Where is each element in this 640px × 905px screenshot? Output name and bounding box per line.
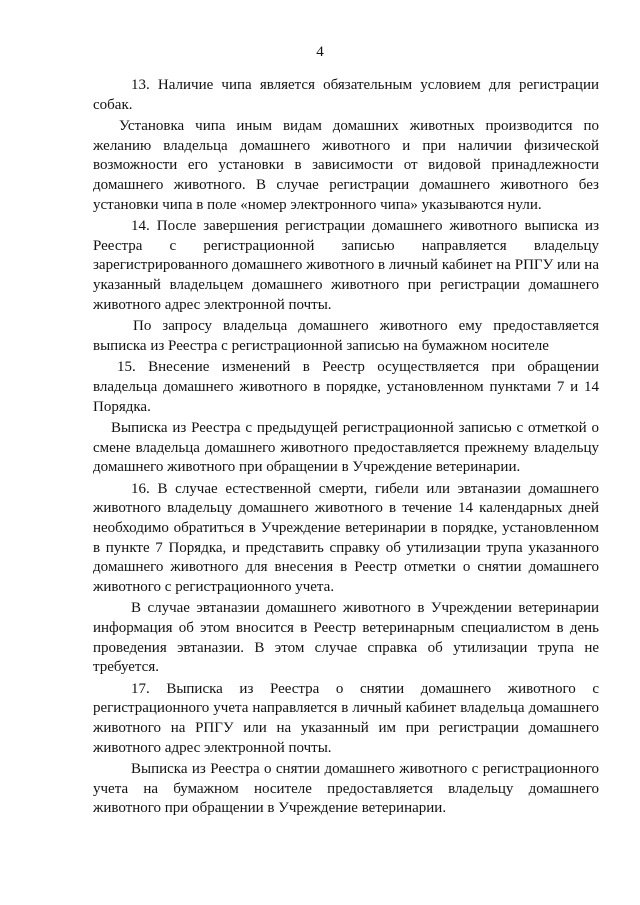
paragraph-deregistration-paper: Выписка из Реестра о снятии домашнего животного с регистрационного учета на бумажном носителе предоставляется владельцу домашнего животного при обращении в Учреждение ветеринарии. <box>93 761 599 817</box>
paragraph-17: 17. Выписка из Реестра о снятии домашнего животного с регистрационного учета направляется в личный кабинет владельца домашнего животного на РПГУ или на указанный им при регистрации домашнего животного адрес электронной почты. <box>93 680 599 756</box>
paragraph-13: 13. Наличие чипа является обязательным условием для регистрации собак. <box>93 77 599 113</box>
paragraph-14: 14. После завершения регистрации домашнего животного выписка из Реестра с регистрационной записью направляется владельцу зарегистрированного домашнего животного в личный кабинет на РПГУ или на указанный владельцем домашнего животного при регистрации домашнего животного адрес электронной почты. <box>93 218 599 313</box>
paragraph-16: 16. В случае естественной смерти, гибели или эвтаназии домашнего животного владельцу домашнего животного в течение 14 календарных дней необходимо обратиться в Учреждение ветеринарии в порядке, установленном в пункте 7 Порядка, и представить справку об утилизации трупа указанного домашнего животного для внесения в Реестр отметки о снятии домашнего животного с регистрационного учета. <box>93 480 599 595</box>
document-body <box>93 76 599 821</box>
paragraph-previous-record: Выписка из Реестра с предыдущей регистрационной записью с отметкой о смене владельца домашнего животного предоставляется прежнему владельцу домашнего животного при обращении в Учреждение ветеринарии. <box>93 420 599 476</box>
paragraph-chip-installation: Установка чипа иным видам домашних животных производится по желанию владельца домашнего животного и при наличии физической возможности его установки в зависимости от видовой принадлежности домашнего животного. В случае регистрации домашнего животного без установки чипа в поле «номер электронного чипа» указываются нули. <box>93 118 599 213</box>
paragraph-15: 15. Внесение изменений в Реестр осуществляется при обращении владельца домашнего животного в порядке, установленном пунктами 7 и 14 Порядка. <box>93 359 599 415</box>
paragraph-euthanasia: В случае эвтаназии домашнего животного в Учреждении ветеринарии информация об этом вносится в Реестр ветеринарным специалистом в день проведения эвтаназии. В этом случае справка об утилизации трупа не требуется. <box>93 600 599 676</box>
paragraph-paper-extract: По запросу владельца домашнего животного ему предоставляется выписка из Реестра с регистрационной записью на бумажном носителе <box>93 318 599 354</box>
page-number: 4 <box>316 44 324 60</box>
